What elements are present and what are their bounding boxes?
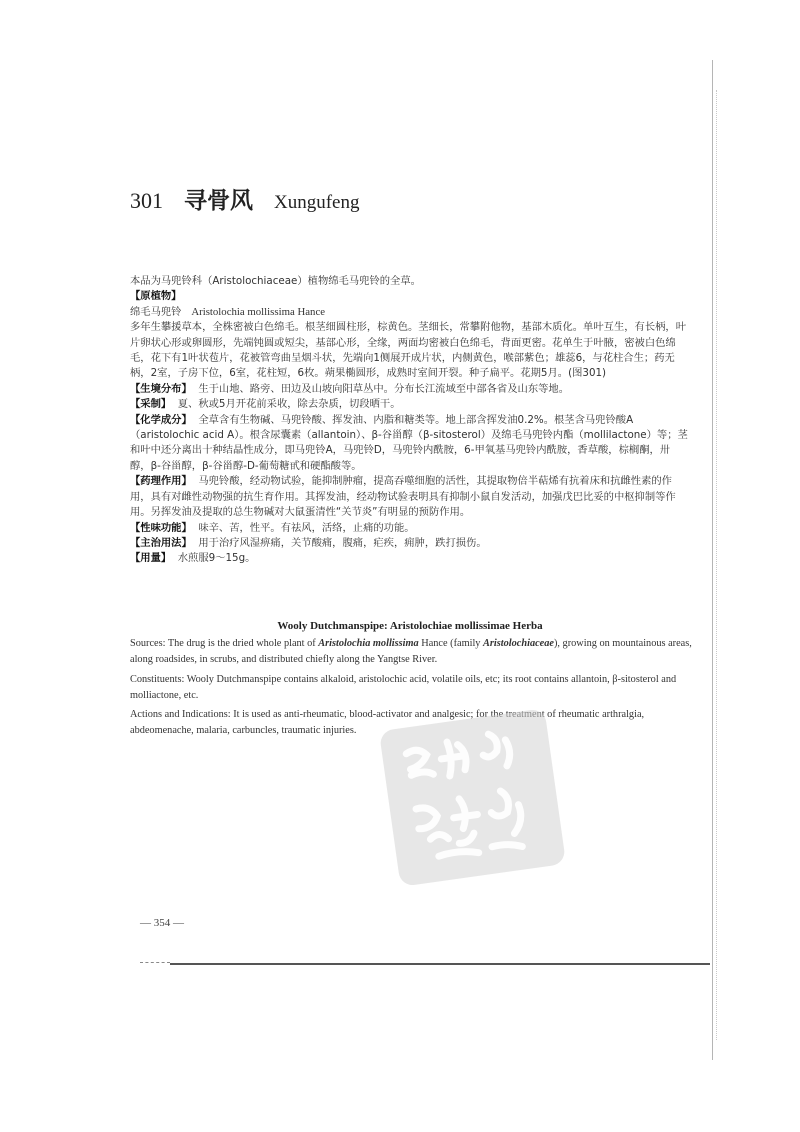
section-chemistry-heading: 【化学成分】: [130, 413, 192, 426]
intro-text: 本品为马兜铃科（Aristolochiaceae）植物绵毛马兜铃的全草。: [130, 275, 421, 287]
section-dosage-text: 水煎服9～15g。: [177, 552, 256, 565]
english-title: Wooly Dutchmanspipe: Aristolochiae mollissimae Herba: [277, 620, 543, 632]
section-nature: [130, 521, 690, 536]
section-habitat: [130, 382, 690, 397]
english-sources-pre: The drug is the dried whole plant of: [165, 638, 319, 649]
section-nature-heading: 【性味功能】: [130, 521, 192, 534]
section-collection: [130, 397, 690, 412]
english-sources-family: Aristolochiaceae: [483, 638, 554, 649]
section-collection-text: 夏、秋或5月开花前采收，除去杂质，切段晒干。: [177, 398, 401, 411]
page-edge-line-secondary: [716, 90, 717, 1040]
section-origin-heading: 【原植物】: [130, 290, 182, 303]
entry-name-pinyin: Xungufeng: [274, 192, 360, 213]
footer-rule: [170, 963, 710, 965]
entry-number: 301: [130, 188, 163, 213]
section-collection-heading: 【采制】: [130, 398, 172, 411]
section-dosage: [130, 551, 690, 566]
section-origin-text: 多年生攀援草本，全株密被白色绵毛。根茎细圆柱形，棕黄色。茎细长，常攀附他物，基部木质化。单叶互生，有长柄，叶片卵状心形或卵圆形，先端钝圆或短尖，基部心形，全缘，两面均密被白色绵毛，背面更密。花单生于叶腋，密被白色绵毛，花下有1叶状苞片，花被管弯曲呈烟斗状，先端向1侧展开成片状，内侧黄色，喉部紫色；雄蕊6，与花柱合生；药无柄，2室，子房下位，6室，花柱短，6枚。蒴果椭圆形，成熟时室间开裂。种子扁平。花期5月。(图301): [130, 321, 687, 380]
section-dosage-heading: 【用量】: [130, 552, 172, 565]
english-sources-mid: Hance (family: [418, 638, 484, 649]
section-pharmacology-heading: 【药理作用】: [130, 475, 192, 488]
english-sources-species: Aristolochia mollissima: [318, 638, 419, 649]
section-habitat-text: 生于山地、路旁、田边及山坡向阳草丛中。分布长江流域至中部各省及山东等地。: [198, 382, 570, 395]
seal-stamp-watermark: [374, 704, 570, 892]
chinese-body: [130, 274, 690, 567]
english-actions: Actions and Indications: It is used as anti-rheumatic, blood-activator and analgesic; for the treatment of rheumatic arthralgia, abdeomenache, malaria, carbuncles, traumatic injuries.: [130, 709, 645, 737]
section-chemistry-text: 全草含有生物碱、马兜铃酸、挥发油、内脂和糖类等。地上部含挥发油0.2%。根茎含马兜铃酸A（aristolochic acid A）。根含尿囊素（allantoin）、β-谷甾醇（β-sitosterol）及绵毛马兜铃内酯（mollilactone）等；茎和叶中还分离出十种结晶性成分，即马兜铃A，马兜铃D，马兜铃内酰胺，6-甲氧基马兜铃内酰胺，香草酸，棕榈酮，卅醇，β-谷甾醇，β-谷甾醇-D-葡萄糖甙和硬酯酸等。: [130, 413, 688, 472]
entry-name-cn: 寻骨风: [184, 188, 253, 214]
section-indications: [130, 536, 690, 551]
section-chemistry: [130, 413, 690, 475]
english-sources: [130, 636, 695, 669]
section-nature-text: 味辛、苦，性平。有祛风，活络，止痛的功能。: [198, 521, 415, 534]
section-pharmacology: [130, 474, 690, 520]
footer-rule-dashed: [140, 962, 170, 963]
section-pharmacology-text: 马兜铃酸，经动物试验，能抑制肿瘤，提高吞噬细胞的活性，其提取物倍半萜烯有抗着床和抗雌性素的作用，具有对雌性动物强的抗生育作用。其挥发油，经动物试验表明具有抑制小鼠自发活动，加强戊巴比妥的中枢抑制等作用。另挥发油及提取的总生物碱对大鼠蛋清性“关节炎”有明显的预防作用。: [130, 475, 676, 519]
section-indications-text: 用于治疗风湿痹痛，关节酸痛，腹痛，疟疾，痈肿，跌打损伤。: [198, 536, 487, 549]
page-number: — 354 —: [140, 917, 184, 929]
english-sources-post: ), growing on mountainous areas, along roadsides, in scrubs, and distributed chiefly along the Yangtse River.: [130, 638, 692, 666]
english-sources-label: Sources:: [130, 638, 166, 649]
species-name-latin: Aristolochia mollissima Hance: [191, 305, 326, 318]
entry-title: [130, 182, 359, 215]
section-origin-species: [130, 305, 690, 320]
section-indications-heading: 【主治用法】: [130, 536, 192, 549]
section-habitat-heading: 【生境分布】: [130, 382, 192, 395]
species-name-cn: 绵毛马兜铃: [130, 305, 182, 318]
english-constituents: Constituents: Wooly Dutchmanspipe contains alkaloid, aristolochic acid, volatile oils, etc; its root contains allantoin, β-sitosterol and molliactone, etc.: [130, 673, 677, 701]
page-edge-line: [712, 60, 713, 1060]
